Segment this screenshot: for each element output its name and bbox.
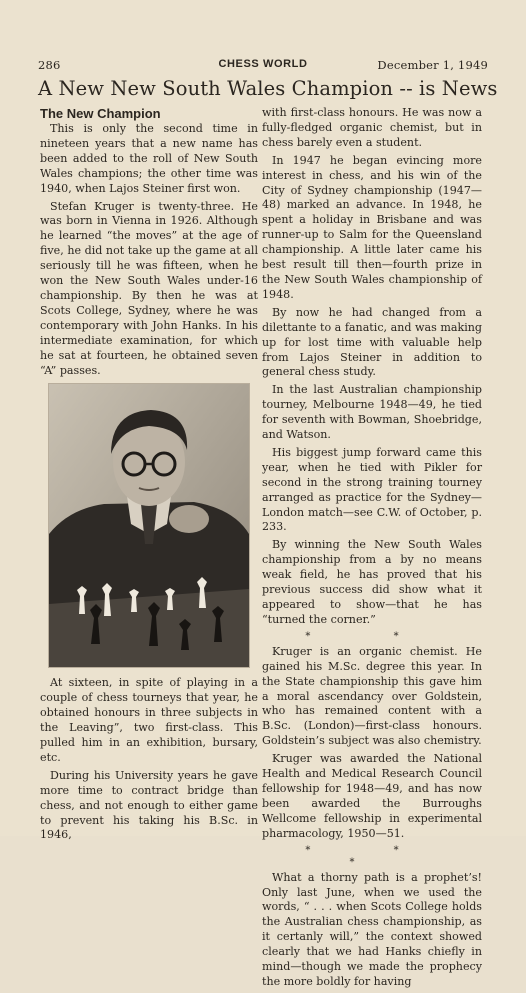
article-headline: A New New South Wales Champion -- is News — [38, 77, 498, 100]
issue-date: December 1, 1949 — [377, 58, 488, 72]
journal-title: CHESS WORLD — [218, 58, 308, 70]
paragraph: At sixteen, in spite of playing in a couple of chess tourneys that year, he obtained honours in three subjects in the Leaving”, two first-class. This pulled him in an exhibition, bursary, etc. — [40, 676, 258, 764]
page-header — [38, 58, 488, 74]
portrait-image — [49, 384, 249, 667]
paragraph: What a thorny path is a prophet’s! Only last June, when we used the words, “ . . . when Scots College holds the Australian chess championship, as it certanly will,” the context showed clearly that we had Hanks chiefly in mind—though we made the prophecy the more boldly for having — [262, 870, 482, 988]
paragraph: Stefan Kruger is twenty-three. He was born in Vienna in 1926. Although he learned “the moves” at the age of five, he did not take up the game at all seriously till he was fifteen, when he won the New South Wales under-16 championship. By then he was at Scots College, Sydney, where he was contemporary with John Hanks. In his intermediate examination, for which he sat at fourteen, he obtained seven “A” passes. — [40, 199, 258, 377]
left-column — [40, 106, 258, 846]
paragraph: During his University years he gave more time to contract bridge than chess, and not enough to either game to prevent his taking his B.Sc. in 1946, — [40, 768, 258, 842]
paragraph: Kruger was awarded the National Health and Medical Research Council fellowship for 1948—49, and has now been awarded the Burroughs Wellcome fellowship in experimental pharmacology, 1950—51. — [262, 752, 482, 840]
right-column — [262, 106, 482, 993]
paragraph: In 1947 he began evincing more interest in chess, and his win of the City of Sydney championship (1947—48) marked an advance. In 1948, he spent a holiday in Brisbane and was runner-up to Salm for the Queensland championship. A little later came his best result till then—fourth prize in the New South Wales championship of 1948. — [262, 153, 482, 301]
portrait-photo — [48, 383, 250, 668]
section-separator: * * — [305, 630, 439, 642]
paragraph: In the last Australian championship tourney, Melbourne 1948—49, he tied for seventh with Bowman, Shoebridge, and Watson. — [262, 383, 482, 442]
section-subhead: The New Champion — [40, 106, 161, 121]
paragraph: By winning the New South Wales championship from a by no means weak field, he has proved that his previous success did show what it appeared to show—that he has “turned the corner.” — [262, 538, 482, 626]
paragraph: with first-class honours. He was now a fully-fledged organic chemist, but in chess barely even a student. — [262, 106, 482, 149]
paragraph: By now he had changed from a dilettante to a fanatic, and was making up for lost time with valuable help from Lajos Steiner in addition to general chess study. — [262, 305, 482, 379]
paragraph: Kruger is an organic chemist. He gained his M.Sc. degree this year. In the State championship this gave him a moral ascendancy over Goldstein, who has remained content with a B.Sc. (London)—first-class honours. Goldstein’s subject was also chemistry. — [262, 644, 482, 748]
page-number: 286 — [38, 58, 61, 72]
section-separator: * * * — [305, 844, 439, 868]
paragraph: His biggest jump forward came this year, when he tied with Pikler for second in the strong training tourney arranged as practice for the Sydney—London match—see C.W. of October, p. 233. — [262, 445, 482, 534]
paragraph: This is only the second time in nineteen years that a new name has been added to the roll of New South Wales champions; the other time was 1940, when Lajos Steiner first won. — [40, 122, 258, 195]
